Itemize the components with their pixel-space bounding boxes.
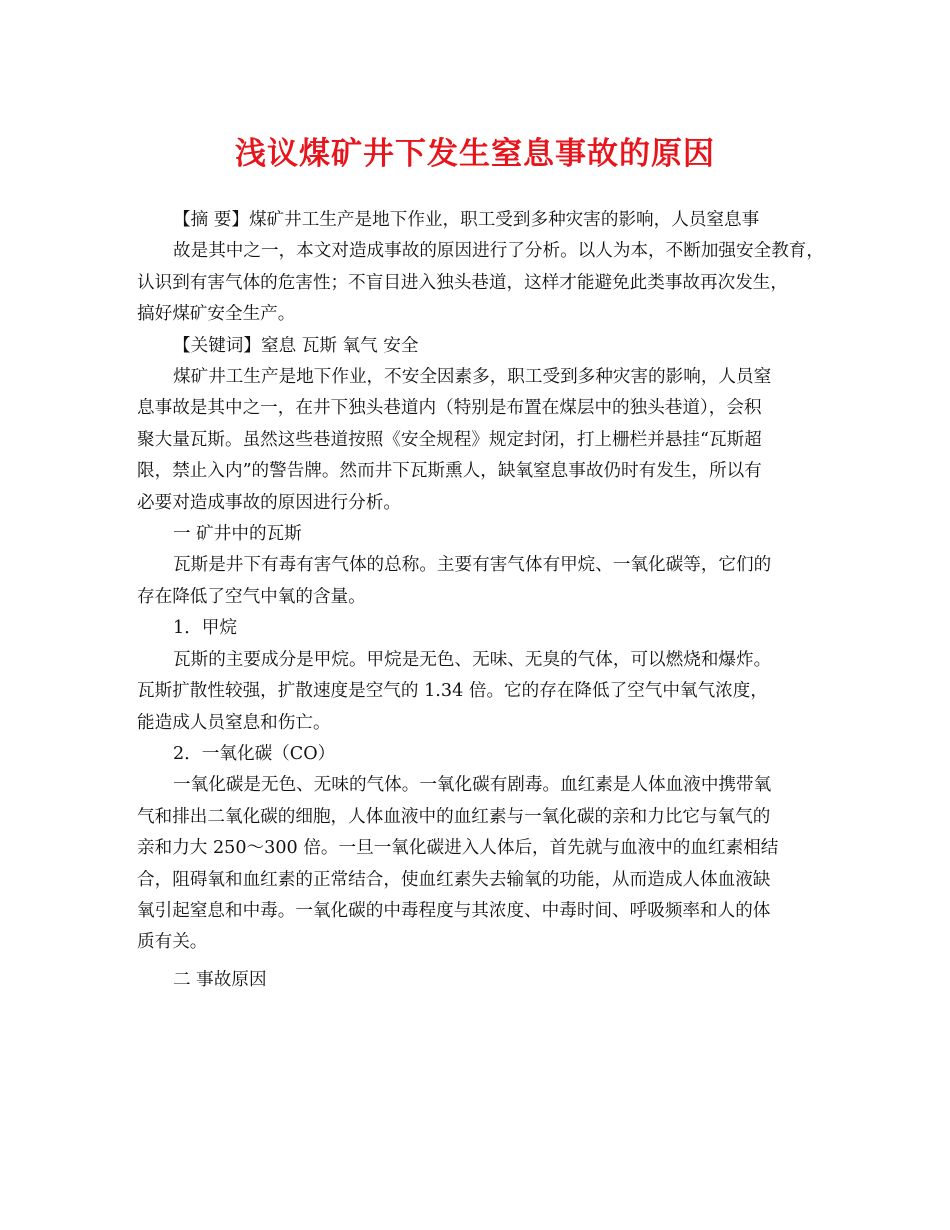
sub2-paragraph: [137, 770, 813, 958]
section-heading-2: 二 事故原因: [173, 969, 267, 990]
sub2-line: 气和排出二氧化碳的细胞，人体血液中的血红素与一氧化碳的亲和力比它与氧气的: [137, 806, 771, 827]
intro-line: 息事故是其中之一，在井下独头巷道内（特别是布置在煤层中的独头巷道），会积: [137, 398, 762, 419]
section1-line: 瓦斯是井下有毒有害气体的总称。主要有害气体有甲烷、一氧化碳等，它们的: [173, 555, 772, 576]
document-title: 浅议煤矿井下发生窒息事故的原因: [235, 136, 715, 172]
sub1-line: 能造成人员窒息和伤亡。: [137, 712, 331, 733]
document-body: [137, 205, 824, 996]
section1-line: 存在降低了空气中氧的含量。: [137, 586, 366, 607]
subsection-heading-1: 1．甲烷: [173, 618, 237, 639]
abstract-line: 认识到有害气体的危害性；不盲目进入独头巷道，这样才能避免此类事故再次发生，: [137, 272, 788, 293]
sub2-line: 氧引起窒息和中毒。一氧化碳的中毒程度与其浓度、中毒时间、呼吸频率和人的体: [137, 900, 771, 921]
abstract-line: 搞好煤矿安全生产。: [137, 304, 296, 325]
sub1-line: 瓦斯扩散性较强，扩散速度是空气的 1.34 倍。它的存在降低了空气中氧气浓度，: [137, 681, 768, 702]
sub2-line: 质有关。: [137, 932, 208, 953]
sub2-line: 一氧化碳是无色、无味的气体。一氧化碳有剧毒。血红素是人体血液中携带氧: [173, 775, 772, 796]
abstract-line: 【摘 要】煤矿井工生产是地下作业，职工受到多种灾害的影响，人员窒息事: [173, 210, 760, 230]
sub2-line: 合，阻碍氧和血红素的正常结合，使血红素失去输氧的功能，从而造成人体血液缺: [137, 869, 771, 890]
subsection-heading-2: 2．一氧化碳（CO）: [173, 743, 336, 764]
intro-paragraph: [137, 362, 813, 519]
section1-paragraph: [137, 550, 813, 613]
abstract-paragraph: [137, 205, 824, 331]
intro-line: 必要对造成事故的原因进行分析。: [137, 492, 401, 513]
intro-line: 限，禁止入内”的警告牌。然而井下瓦斯熏人，缺氧窒息事故仍时有发生，所以有: [137, 461, 762, 482]
sub1-line: 瓦斯的主要成分是甲烷。甲烷是无色、无味、无臭的气体，可以燃烧和爆炸。: [173, 649, 772, 670]
sub2-line: 亲和力大 250～300 倍。一旦一氧化碳进入人体后，首先就与血液中的血红素相结: [137, 838, 779, 859]
sub1-paragraph: [137, 645, 813, 739]
intro-line: 煤矿井工生产是地下作业，不安全因素多，职工受到多种灾害的影响，人员窒: [173, 367, 772, 388]
intro-line: 聚大量瓦斯。虽然这些巷道按照《安全规程》规定封闭，打上栅栏并悬挂“瓦斯超: [137, 429, 762, 450]
section-heading-1: 一 矿井中的瓦斯: [173, 524, 302, 545]
keywords-line: 【关键词】窒息 瓦斯 氧气 安全: [173, 335, 419, 356]
abstract-line: 故是其中之一，本文对造成事故的原因进行了分析。以人为本，不断加强安全教育，: [173, 241, 824, 262]
